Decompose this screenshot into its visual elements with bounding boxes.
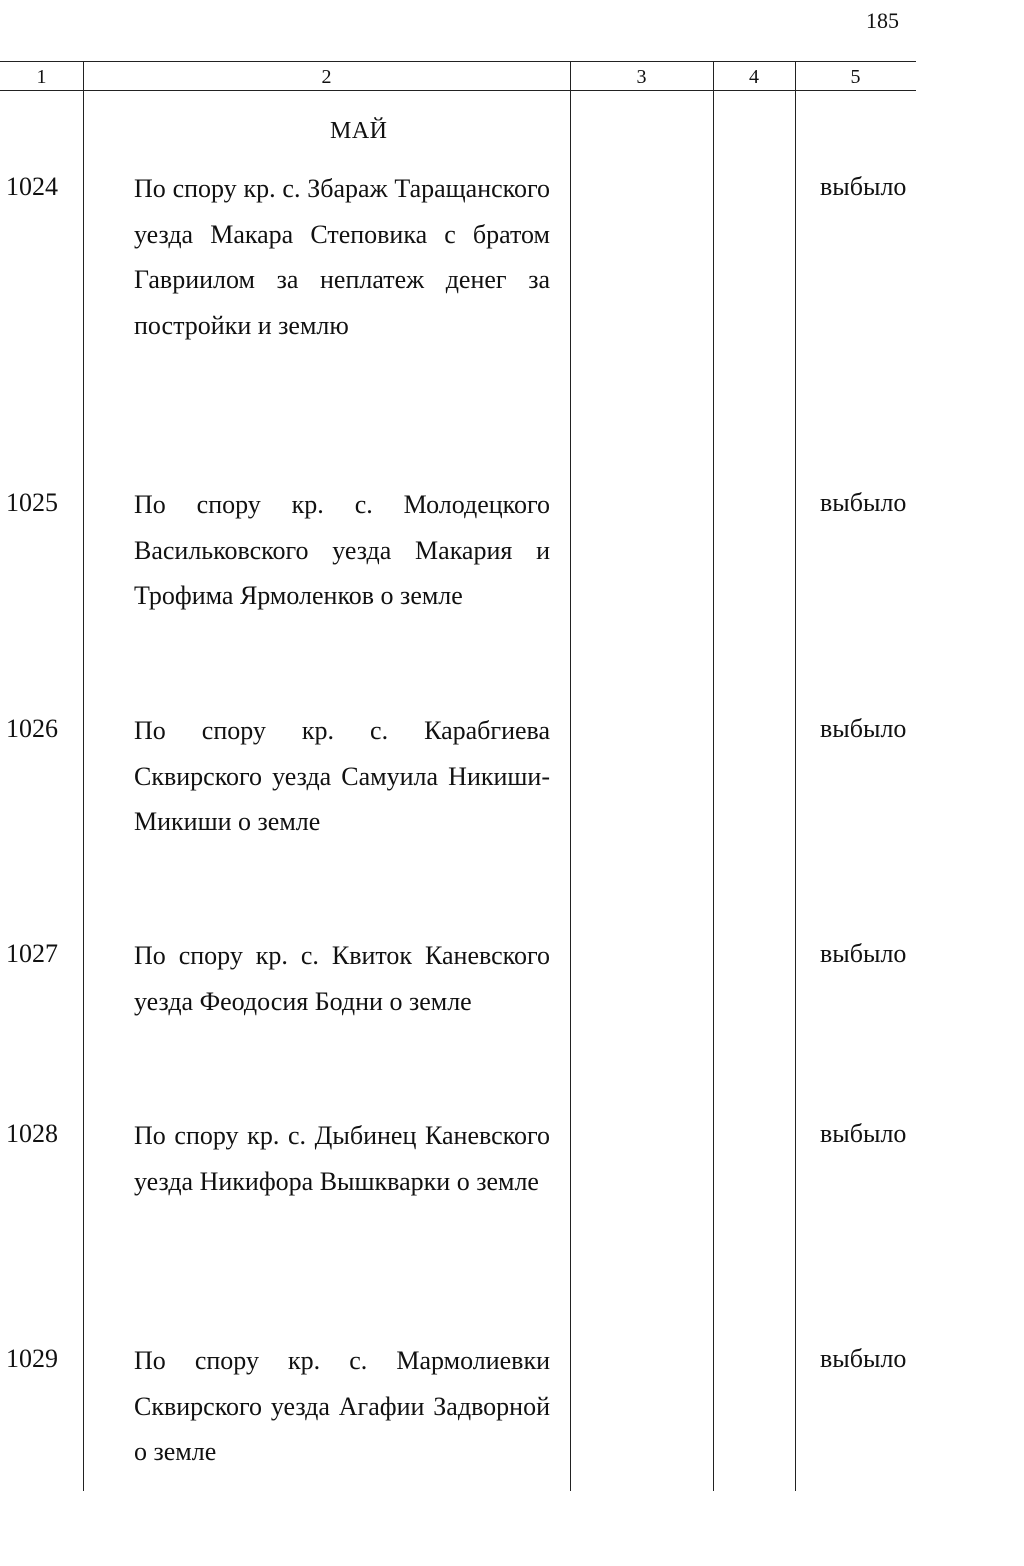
header-bottom-rule [0, 90, 916, 91]
column-divider-4 [795, 61, 796, 1491]
column-header-1: 1 [36, 66, 47, 88]
entry-status: выбыло [820, 488, 907, 517]
entry-status: выбыло [820, 1119, 907, 1148]
entry-number: 1024 [6, 172, 58, 201]
column-divider-1 [83, 61, 84, 1491]
entry-status: выбыло [820, 1344, 907, 1373]
entry-description: По спору кр. с. Дыбинец Каневского уезда Никифора Вышкварки о земле [134, 1121, 550, 1196]
column-divider-3 [713, 61, 714, 1491]
column-divider-2 [570, 61, 571, 1491]
entry-number: 1028 [6, 1119, 58, 1148]
entry-status: выбыло [820, 172, 907, 201]
entry-description: По спору кр. с. Збараж Таращанского уезда Макара Степовика с братом Гавриилом за неплатеж денег за постройки и землю [134, 174, 550, 340]
entry-description: По спору кр. с. Карабгиева Сквирского уезда Самуила Никиши-Микиши о земле [134, 716, 550, 836]
entry-description: По спору кр. с. Мармолиевки Сквирского уезда Агафии Задворной о земле [134, 1346, 550, 1466]
entry-status: выбыло [820, 939, 907, 968]
column-header-4: 4 [749, 66, 759, 88]
entry-number: 1027 [6, 939, 58, 968]
entry-description: По спору кр. с. Квиток Каневского уезда Феодосия Бодни о земле [134, 941, 550, 1016]
page-number: 185 [866, 8, 899, 33]
column-header-3: 3 [636, 66, 647, 88]
column-header-2: 2 [321, 66, 332, 88]
entry-number: 1026 [6, 714, 58, 743]
table-top-rule [0, 61, 916, 62]
column-header-5: 5 [850, 66, 861, 88]
entry-number: 1029 [6, 1344, 58, 1373]
entry-description: По спору кр. с. Молодецкого Васильковского уезда Макария и Трофима Ярмоленков о земле [134, 490, 550, 610]
entry-number: 1025 [6, 488, 58, 517]
month-heading: МАЙ [330, 118, 388, 144]
entry-status: выбыло [820, 714, 907, 743]
